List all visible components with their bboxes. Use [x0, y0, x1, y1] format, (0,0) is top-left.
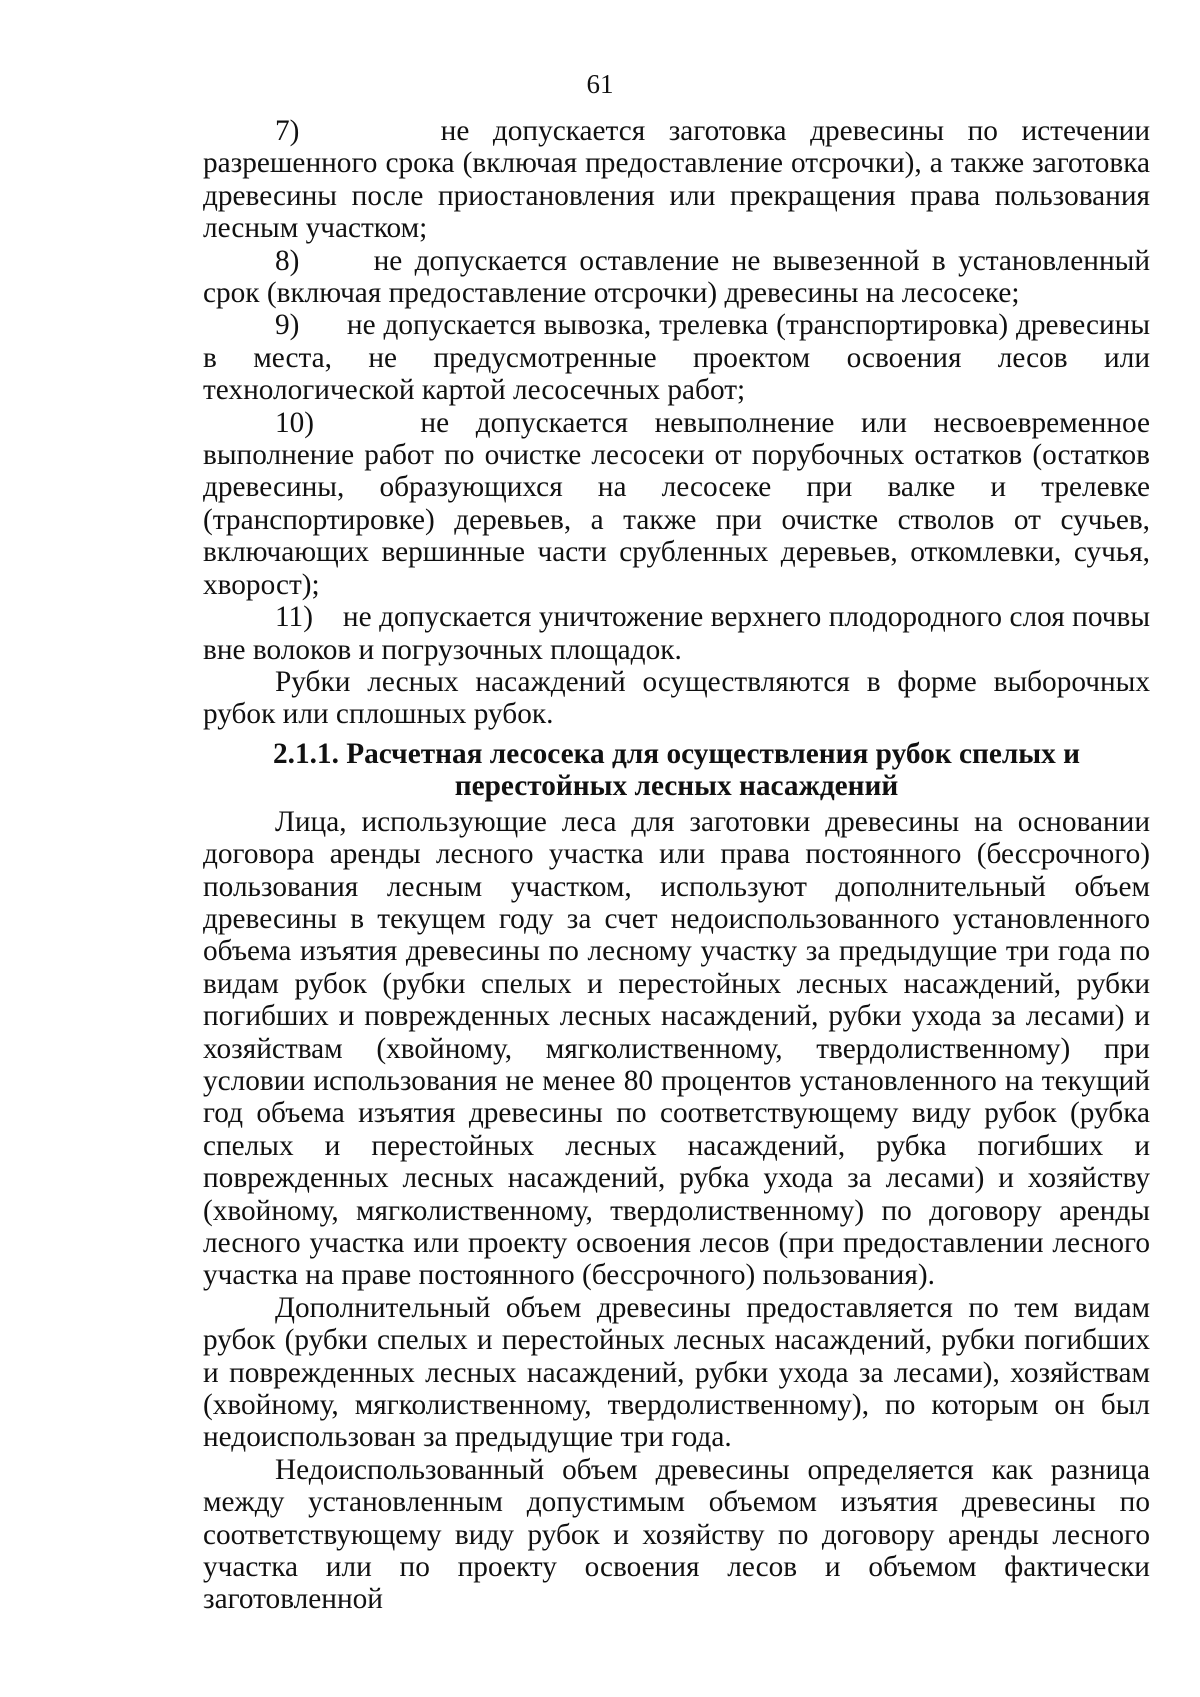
list-item-number: 10) — [275, 406, 315, 439]
list-item-text: не допускается уничтожение верхнего плодородного слоя почвы вне волоков и погрузочных площадок. — [203, 601, 1151, 666]
section-heading — [203, 738, 1150, 802]
list-item-9 — [203, 309, 1150, 406]
document-body — [203, 115, 1150, 1616]
list-item-number: 11) — [275, 601, 313, 634]
list-item-text: не допускается оставление не вывезенной в установленный срок (включая предоставление отсрочки) древесины на лесосеке; — [203, 244, 1150, 310]
paragraph: Лица, использующие леса для заготовки древесины на основании договора аренды лесного участка или права постоянного (бессрочного) пользования лесным участком, используют дополнительный объем древесины в текущем году за счет недоиспользованного установленного объема изъятия древесины по лесному участку за предыдущие три года по видам рубок (рубки спелых и перестойных лесных насаждений, рубки погибших и поврежденных лесных насаждений, рубки ухода за лесами) и хозяйствам (хвойному, мягколиственному, твердолиственному) при условии использования не менее 80 процентов установленного на текущий год объема изъятия древесины по соответствующему виду рубок (рубка спелых и перестойных лесных насаждений, рубка погибших и поврежденных лесных насаждений, рубка ухода за лесами) и хозяйству (хвойному, мягколиственному, твердолиственному) по договору аренды лесного участка или проекту освоения лесов (при предоставлении лесного участка на праве постоянного (бессрочного) пользования). — [203, 805, 1150, 1292]
page-number: 61 — [586, 69, 614, 99]
section-heading-line-1: 2.1.1. Расчетная лесосека для осуществления рубок спелых и — [272, 737, 1081, 770]
list-item-number: 9) — [275, 309, 300, 342]
paragraph: Дополнительный объем древесины предоставляется по тем видам рубок (рубки спелых и перестойных лесных насаждений, рубки погибших и поврежденных лесных насаждений, рубки ухода за лесами), хозяйствам (хвойному, мягколиственному, твердолиственному), по которым он был недоиспользован за предыдущие три года. — [203, 1291, 1150, 1454]
list-item-text: не допускается заготовка древесины по истечении разрешенного срока (включая предоставление отсрочки), а также заготовка древесины после приостановления или прекращения права пользования лесным участком; — [203, 115, 1151, 245]
list-item-10 — [203, 407, 1150, 601]
paragraph: Недоиспользованный объем древесины определяется как разница между установленным допустимым объемом изъятия древесины по соответствующему виду рубок и хозяйству по договору аренды лесного участка или по проекту освоения лесов и объемом фактически заготовленной — [203, 1453, 1150, 1616]
section-heading-line-2: перестойных лесных насаждений — [454, 769, 899, 802]
list-item-7 — [203, 115, 1150, 245]
list-item-text: не допускается вывозка, трелевка (транспортировка) древесины в места, не предусмотренные проектом освоения лесов или технологической картой лесосечных работ; — [203, 309, 1151, 407]
list-item-11 — [203, 601, 1150, 666]
list-item-8 — [203, 245, 1150, 310]
list-item-text: не допускается невыполнение или несвоевременное выполнение работ по очистке лесосеки от порубочных остатков (остатков древесины, образующихся на лесосеке при валке и трелевке (транспортировке) деревьев, а также при очистке стволов от сучьев, включающих вершинные части срубленных деревьев, откомлевки, сучья, хворост); — [203, 406, 1151, 601]
paragraph-after-list: Рубки лесных насаждений осуществляются в форме выборочных рубок или сплошных рубок. — [203, 665, 1150, 731]
list-item-number: 7) — [275, 115, 300, 147]
list-item-number: 8) — [275, 244, 300, 277]
